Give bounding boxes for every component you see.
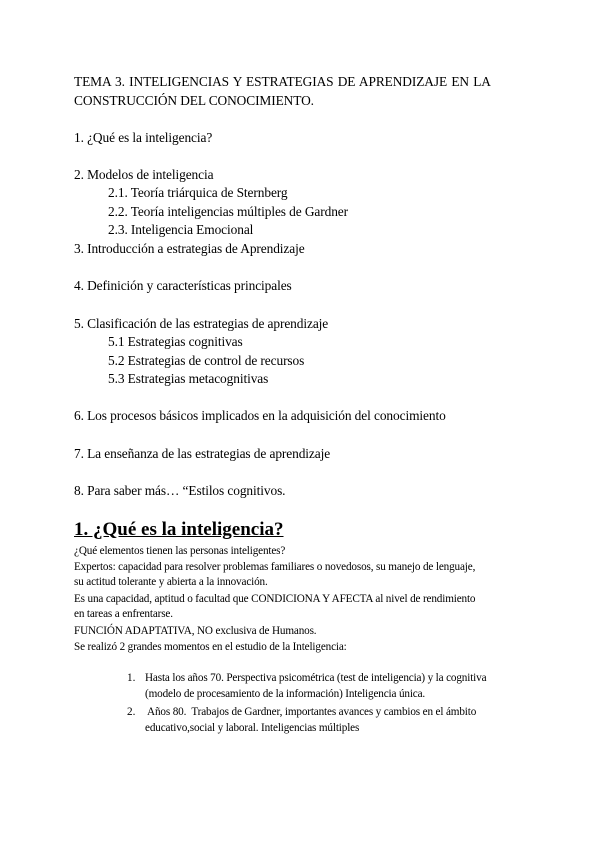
section-1-heading: 1. ¿Qué es la inteligencia?: [74, 519, 284, 540]
toc-item-2-2: 2.2. Teoría inteligencias múltiples de Gardner: [108, 204, 349, 219]
list-item-text: educativo,social y laboral. Inteligencias múltiples: [145, 722, 360, 734]
toc-item-5-3: 5.3 Estrategias metacognitivas: [108, 371, 269, 386]
section-1-line: Se realizó 2 grandes momentos en el estudio de la Inteligencia:: [74, 641, 347, 653]
section-1-line: ¿Qué elementos tienen las personas inteligentes?: [74, 545, 286, 557]
toc-item-3: 3. Introducción a estrategias de Aprendizaje: [74, 241, 305, 256]
list-item-number: 2.: [127, 706, 136, 718]
document-title-line-2: CONSTRUCCIÓN DEL CONOCIMIENTO.: [74, 93, 314, 108]
toc-item-5: 5. Clasificación de las estrategias de aprendizaje: [74, 316, 329, 331]
section-1-line: FUNCIÓN ADAPTATIVA, NO exclusiva de Humanos.: [74, 625, 317, 637]
toc-item-8: 8. Para saber más… “Estilos cognitivos.: [74, 483, 286, 498]
toc-item-4: 4. Definición y características principales: [74, 278, 292, 293]
section-1-line: en tareas a enfrentarse.: [74, 608, 173, 620]
toc-item-1: 1. ¿Qué es la inteligencia?: [74, 130, 213, 145]
toc-item-2: 2. Modelos de inteligencia: [74, 167, 214, 182]
section-1-line: Expertos: capacidad para resolver problemas familiares o novedosos, su manejo de lenguaje,: [74, 561, 476, 573]
document-title-line-1: TEMA 3. INTELIGENCIAS Y ESTRATEGIAS DE APRENDIZAJE EN LA: [74, 74, 491, 89]
toc-item-5-1: 5.1 Estrategias cognitivas: [108, 334, 243, 349]
list-item-text: (modelo de procesamiento de la información) Inteligencia única.: [145, 688, 426, 700]
toc-item-2-1: 2.1. Teoría triárquica de Sternberg: [108, 185, 288, 200]
list-item-text: Años 80. Trabajos de Gardner, importantes avances y cambios en el ámbito: [145, 706, 477, 718]
toc-item-7: 7. La enseñanza de las estrategias de aprendizaje: [74, 446, 331, 461]
section-1-line: Es una capacidad, aptitud o facultad que CONDICIONA Y AFECTA al nivel de rendimiento: [74, 593, 476, 605]
toc-item-2-3: 2.3. Inteligencia Emocional: [108, 222, 254, 237]
toc-item-5-2: 5.2 Estrategias de control de recursos: [108, 353, 305, 368]
section-1-line: su actitud tolerante y abierta a la innovación.: [74, 576, 268, 588]
list-item-text: Hasta los años 70. Perspectiva psicométrica (test de inteligencia) y la cognitiva: [145, 672, 487, 684]
list-item-number: 1.: [127, 672, 136, 684]
toc-item-6: 6. Los procesos básicos implicados en la adquisición del conocimiento: [74, 408, 446, 423]
